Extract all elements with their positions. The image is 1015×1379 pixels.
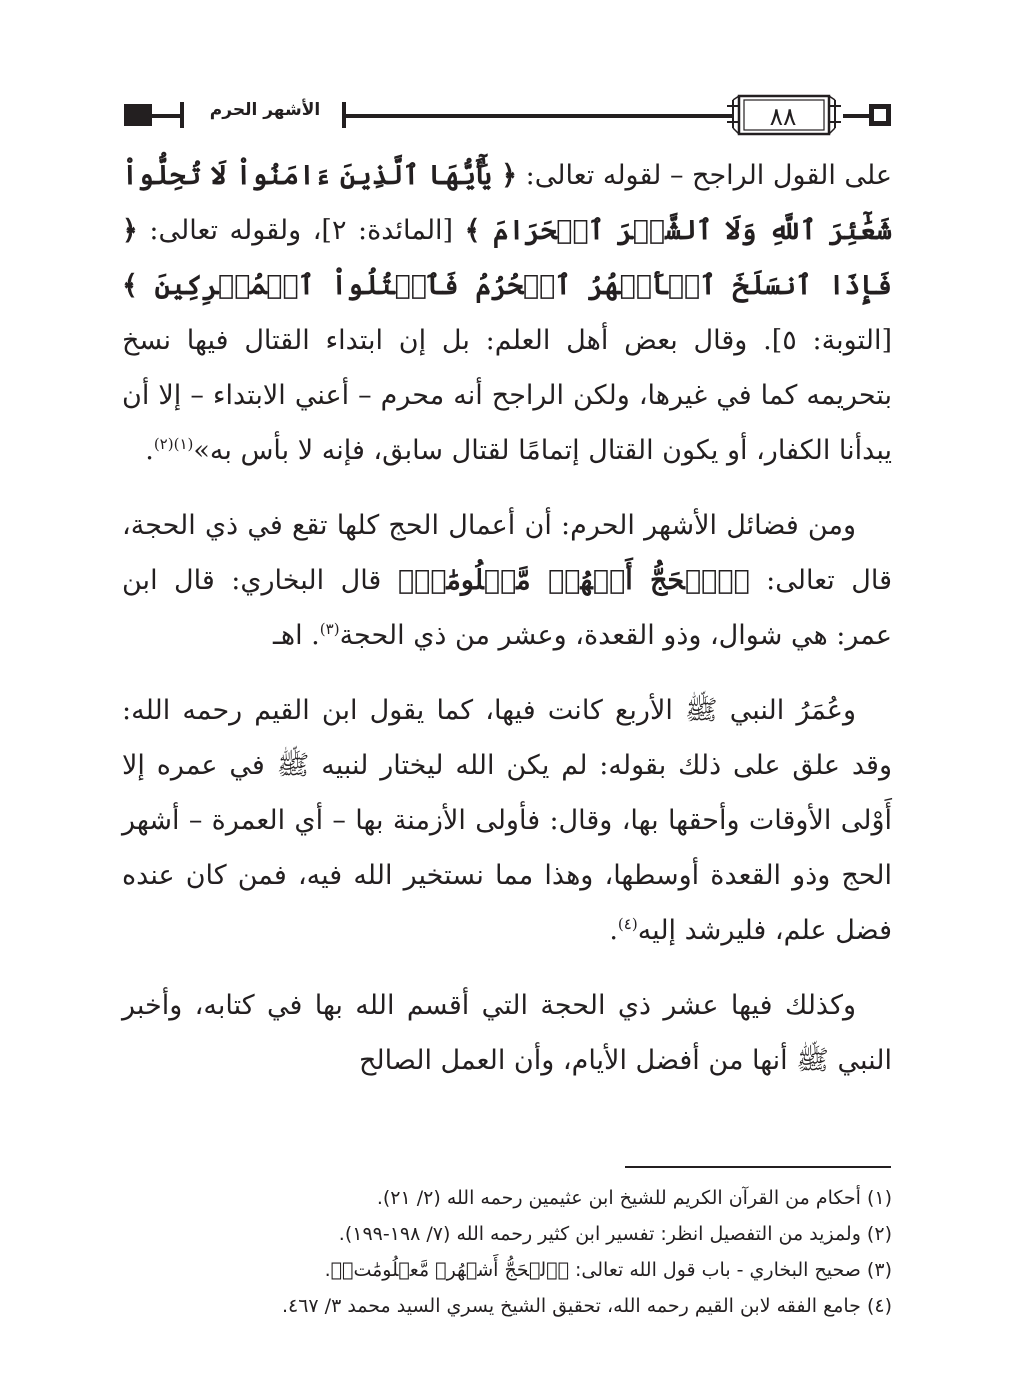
- paragraph: [122, 148, 892, 478]
- paragraph: [122, 683, 892, 958]
- header-rule-left: [150, 114, 180, 118]
- main-text: [122, 148, 892, 1088]
- header-rule-middle: [342, 114, 734, 118]
- text-run: على القول الراجح – لقوله تعالى:: [517, 160, 892, 191]
- text-run: وعُمَرُ النبي ﷺ الأربع كانت فيها، كما يقول ابن القيم رحمه الله: وقد علق على ذلك بقوله: لم يكن الله ليختار لنبيه ﷺ في عمره إلا أَوْلى الأوقات وأحقها بها، وقال: فأولى الأزمنة بها – أي العمرة – أشهر الحج وذو القعدة أوسطها، وهذا مما نستخير الله فيه، فمن كان عنده فضل علم، فليرشد إليه: [122, 695, 892, 946]
- text-run: قال البخاري: قال ابن عمر: هي شوال، وذو القعدة، وعشر من ذي الحجة: [122, 565, 892, 651]
- footnotes: [122, 1180, 892, 1324]
- page-header: [120, 92, 895, 140]
- text-run: .: [145, 435, 154, 466]
- footnote: (١) أحكام من القرآن الكريم للشيخ ابن عثيمين رحمه الله (٢/ ٢١).: [376, 1187, 892, 1209]
- paragraph: [122, 978, 892, 1088]
- header-square-ornament: [869, 104, 891, 126]
- header-divider: [180, 102, 184, 128]
- footnote-ref: (٤): [617, 915, 638, 933]
- text-run: [التوبة: ٥]. وقال بعض أهل العلم: بل إن ابتداء القتال فيها نسخ بتحريمه كما في غيرها، ولكن الراجح أنه محرم – أعني الابتداء – إلا أن يبدأنا الكفار، أو يكون القتال إتمامًا لقتال سابق، فإنه لا بأس به»: [122, 325, 892, 466]
- text-run: وكذلك فيها عشر ذي الحجة التي أقسم الله بها في كتابه، وأخبر النبي ﷺ أنها من أفضل الأيام، وأن العمل الصالح: [122, 990, 892, 1076]
- quran-quote: ﴿ فَإِذَا ٱنسَلَخَ ٱلۡأَشۡهُرُ ٱلۡحُرُمُ فَٱقۡتُلُواْ ٱلۡمُشۡرِكِينَ ﴾: [122, 215, 892, 301]
- footnote-ref: (١)(٢): [153, 435, 194, 453]
- footnote: (٣) صحيح البخاري - باب قول الله تعالى: ﴿ٱلۡحَجُّ أَشۡهُرٞ مَّعۡلُومَٰتٞ﴾.: [324, 1259, 892, 1281]
- page-number-frame: [725, 92, 843, 136]
- footnote-separator: [625, 1166, 891, 1168]
- header-end-block: [124, 104, 152, 126]
- footnote: (٤) جامع الفقه لابن القيم رحمه الله، تحقيق الشيخ يسري السيد محمد ٣/ ٤٦٧.: [281, 1295, 892, 1317]
- running-title: الأشهر الحرم: [209, 100, 321, 120]
- paragraph: [122, 498, 892, 663]
- quran-quote: ﴿ٱلۡحَجُّ أَشۡهُرٞ مَّعۡلُومَٰتٞ﴾: [397, 565, 750, 596]
- page-number: ٨٨: [769, 102, 797, 131]
- quran-quote: ﴿ يَٰٓأَيُّهَا ٱلَّذِينَ ءَامَنُواْ لَا تُحِلُّواْ شَعَٰٓئِرَ ٱللَّهِ وَلَا ٱلشَّهۡرَ ٱلۡحَرَامَ ﴾: [122, 160, 892, 246]
- footnote-ref: (٣): [319, 620, 340, 638]
- text-run: .: [609, 915, 618, 946]
- text-run: ومن فضائل الأشهر الحرم: أن أعمال الحج كلها تقع في ذي الحجة، قال تعالى:: [122, 510, 892, 596]
- text-run: [المائدة: ٢]، ولقوله تعالى:: [137, 215, 465, 246]
- footnote: (٢) ولمزيد من التفصيل انظر: تفسير ابن كثير رحمه الله (٧/ ١٩٨-١٩٩).: [338, 1223, 892, 1245]
- text-run: . اهـ: [272, 620, 320, 651]
